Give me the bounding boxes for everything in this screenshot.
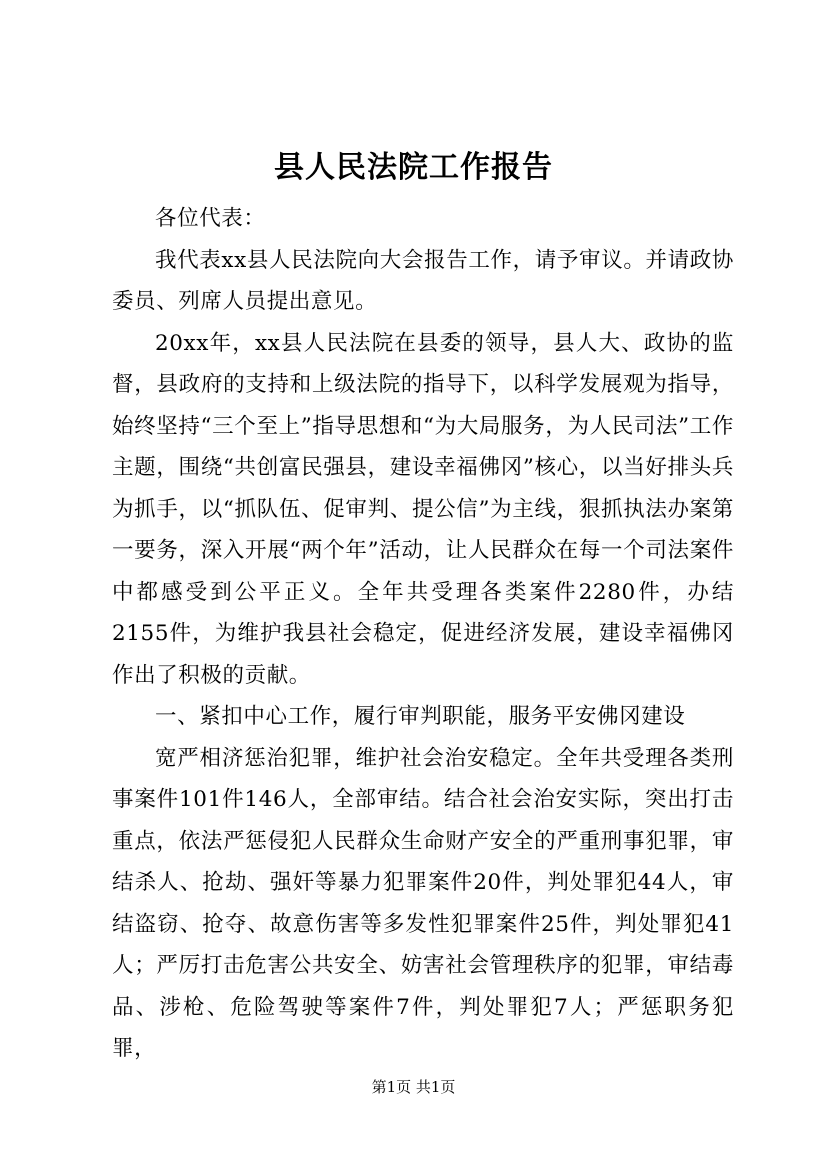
summary-paragraph: 20xx年，xx县人民法院在县委的领导，县人大、政协的监督，县政府的支持和上级法院的指导下，以科学发展观为指导，始终坚持“三个至上”指导思想和“为大局服务，为人民司法”工作主题，围绕“共创富民强县，建设幸福佛冈”核心，以当好排头兵为抓手，以“抓队伍、促审判、提公信”为主线，狠抓执法办案第一要务，深入开展“两个年”活动，让人民群众在每一个司法案件中都感受到公平正义。全年共受理各类案件2280件，办结2155件，为维护我县社会稳定，促进经济发展，建设幸福佛冈作出了积极的贡献。 — [112, 330, 734, 688]
document-title: 县人民法院工作报告 — [274, 150, 553, 185]
intro-paragraph: 我代表xx县人民法院向大会报告工作，请予审议。并请政协委员、列席人员提出意见。 — [112, 247, 734, 314]
page-number-label: 第1页 共1页 — [371, 1078, 456, 1096]
document-body — [112, 198, 734, 1070]
page-footer — [0, 1077, 827, 1097]
criminal-trial-paragraph: 宽严相济惩治犯罪，维护社会治安稳定。全年共受理各类刑事案件101件146人，全部审结。结合社会治安实际，突出打击重点，依法严惩侵犯人民群众生命财产安全的严重刑事犯罪，审结杀人、抢劫、强奸等暴力犯罪案件20件，判处罪犯44人，审结盗窃、抢夺、故意伤害等多发性犯罪案件25件，判处罪犯41人；严厉打击危害公共安全、妨害社会管理秩序的犯罪，审结毒品、涉枪、危险驾驶等案件7件，判处罪犯7人；严惩职务犯罪， — [112, 745, 734, 1061]
salutation-paragraph: 各位代表： — [155, 206, 266, 231]
section-heading: 一、紧扣中心工作，履行审判职能，服务平安佛冈建设 — [155, 704, 686, 729]
